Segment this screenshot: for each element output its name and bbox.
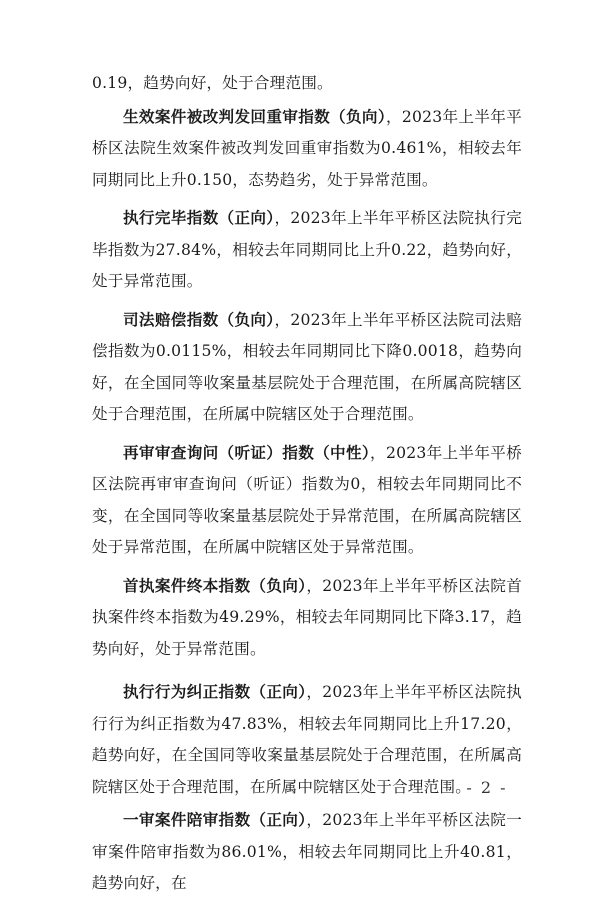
paragraph-judicial-compensation-index [92,305,522,431]
paragraph-body: ，2023年上半年平桥区法院司法赔偿指数为0.0115%，相较去年同期同比下降0.0018，趋势向好，在全国同等收案量基层院处于合理范围，在所属高院辖区处于合理范围，在所属中院辖区处于合理范围。 [92,310,522,423]
paragraph-heading: 执行行为纠正指数（正向） [123,683,307,701]
paragraph-heading: 首执案件终本指数（负向） [123,576,307,595]
paragraph-execution-completion-index [92,203,522,298]
page-number: - 2 - [466,778,508,797]
paragraph-heading: 再审审查询问（听证）指数（中性） [123,443,371,462]
paragraph-body: ，2023年上半年平桥区法院执行完毕指数为27.84%，相较去年同期同比上升0.22，趋势向好，处于异常范围。 [92,209,522,290]
paragraph-heading: 生效案件被改判发回重审指数（负向） [123,107,386,126]
paragraph-body: 0.19，趋势向好，处于合理范围。 [92,74,333,92]
paragraph-continuation [92,68,522,100]
paragraph-body: ，2023年上半年平桥区法院一审案件陪审指数为86.01%，相较去年同期同比上升40.81，趋势向好，在 [92,811,523,892]
paragraph-retrial-index [92,102,522,197]
paragraph-heading: 一审案件陪审指数（正向） [123,811,307,829]
paragraph-retrial-hearing-index [92,438,522,564]
paragraph-jury-participation-index [92,805,522,900]
paragraph-body: ，2023年上半年平桥区法院再审审查询问（听证）指数为0，相较去年同期同比不变，在全国同等收案量基层院处于异常范围，在所属高院辖区处于异常范围，在所属中院辖区处于异常范围。 [92,443,522,556]
paragraph-body: ，2023年上半年平桥区法院执行行为纠正指数为47.83%，相较去年同期同比上升17.20，趋势向好，在全国同等收案量基层院处于合理范围，在所属高院辖区处于合理范围，在所属中院辖区处于合理范围。 [92,683,523,796]
paragraph-heading: 司法赔偿指数（负向） [123,310,275,329]
document-body [92,68,522,900]
paragraph-heading: 执行完毕指数（正向） [123,209,275,227]
paragraph-first-execution-termination-index [92,571,522,666]
paragraph-body: ，2023年上半年平桥区法院首执案件终本指数为49.29%，相较去年同期同比下降3.17，趋势向好，处于异常范围。 [92,576,523,658]
paragraph-body: ，2023年上半年平桥区法院生效案件被改判发回重审指数为0.461%，相较去年同期同比上升0.150，态势趋劣，处于异常范围。 [92,107,522,189]
